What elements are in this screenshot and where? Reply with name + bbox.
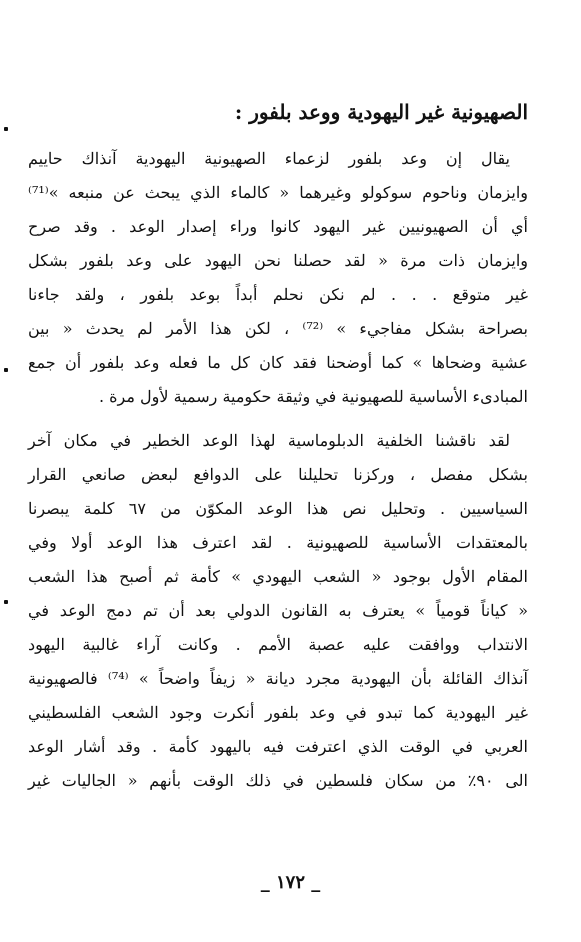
text-line: بصراحة بشكل مفاجيء » ⁽⁷²⁾ ، لكن هذا الأمر لم يحدث « بين [28,319,528,338]
text-line: أي أن الصهيونيين غير اليهود كانوا وراء إصدار الوعد . وقد صرح [28,217,528,236]
text-line: السياسيين . وتحليل نص هذا الوعد المكوّن من ٦٧ كلمة يبصرنا [28,499,528,518]
text-line: يقال إن وعد بلفور لزعماء الصهيونية اليهودية آنذاك حاييم [28,149,510,168]
text-line: لقد ناقشنا الخلفية الدبلوماسية لهذا الوعد الخطير في مكان آخر [28,431,510,450]
text-line: المبادىء الأساسية للصهيونية في وثيقة حكومية رسمية لأول مرة . [98,387,528,406]
text-line: العربي في الوقت الذي اعترفت فيه باليهود كأمة . وقد أشار الوعد [28,737,528,756]
text-line: الى ٩٠٪ من سكان فلسطين في ذلك الوقت بأنهم « الجاليات غير [28,771,528,790]
text-line: غير متوقع . . . لم نكن نحلم أبداً بوعد بلفور ، ولقد جاءنا [28,285,528,304]
text-line: غير اليهودية كما تبدو في وعد بلفور أنكرت وجود الشعب الفلسطيني [28,703,528,722]
text-line: بشكل مفصل ، وركزنا تحليلنا على الدوافع لبعض صانعي القرار [28,465,528,484]
text-line: آنذاك القائلة بأن اليهودية مجرد ديانة « زيفاً واضحاً » ⁽⁷⁴⁾ فالصهيونية [28,669,528,688]
text-line: « كياناً قومياً » يعترف به القانون الدولي بعد أن تم دمج الوعد في [28,601,528,620]
paragraph-2 [28,424,528,798]
text-line: وايزمان ذات مرة « لقد حصلنا نحن اليهود على وعد بلفور بشكل [28,251,529,270]
paragraph-1 [28,142,528,414]
text-line: وايزمان وناحوم سوكولو وغيرهما « كالماء الذي يبحث عن منبعه »⁽⁷¹⁾ [28,183,528,202]
text-line: الانتداب ووافقت عليه عصبة الأمم . وكانت آراء غالبية اليهود [28,635,528,654]
margin-mark [4,127,8,131]
text-line: عشية وضحاها » كما أوضحنا فقد كان كل ما فعله وعد بلفور أن جمع [28,353,528,372]
margin-mark [4,600,8,604]
text-line: بالمعتقدات الأساسية للصهيونية . لقد اعترف هذا الوعد أولا وفي [28,533,528,552]
page-number: _ ١٧٢ _ [260,872,321,893]
margin-mark [4,368,8,372]
text-line: المقام الأول بوجود « الشعب اليهودي » كأمة ثم أصبح هذا الشعب [28,567,528,586]
section-heading: الصهيونية غير اليهودية ووعد بلفور : [234,100,528,124]
page-body [28,96,528,798]
